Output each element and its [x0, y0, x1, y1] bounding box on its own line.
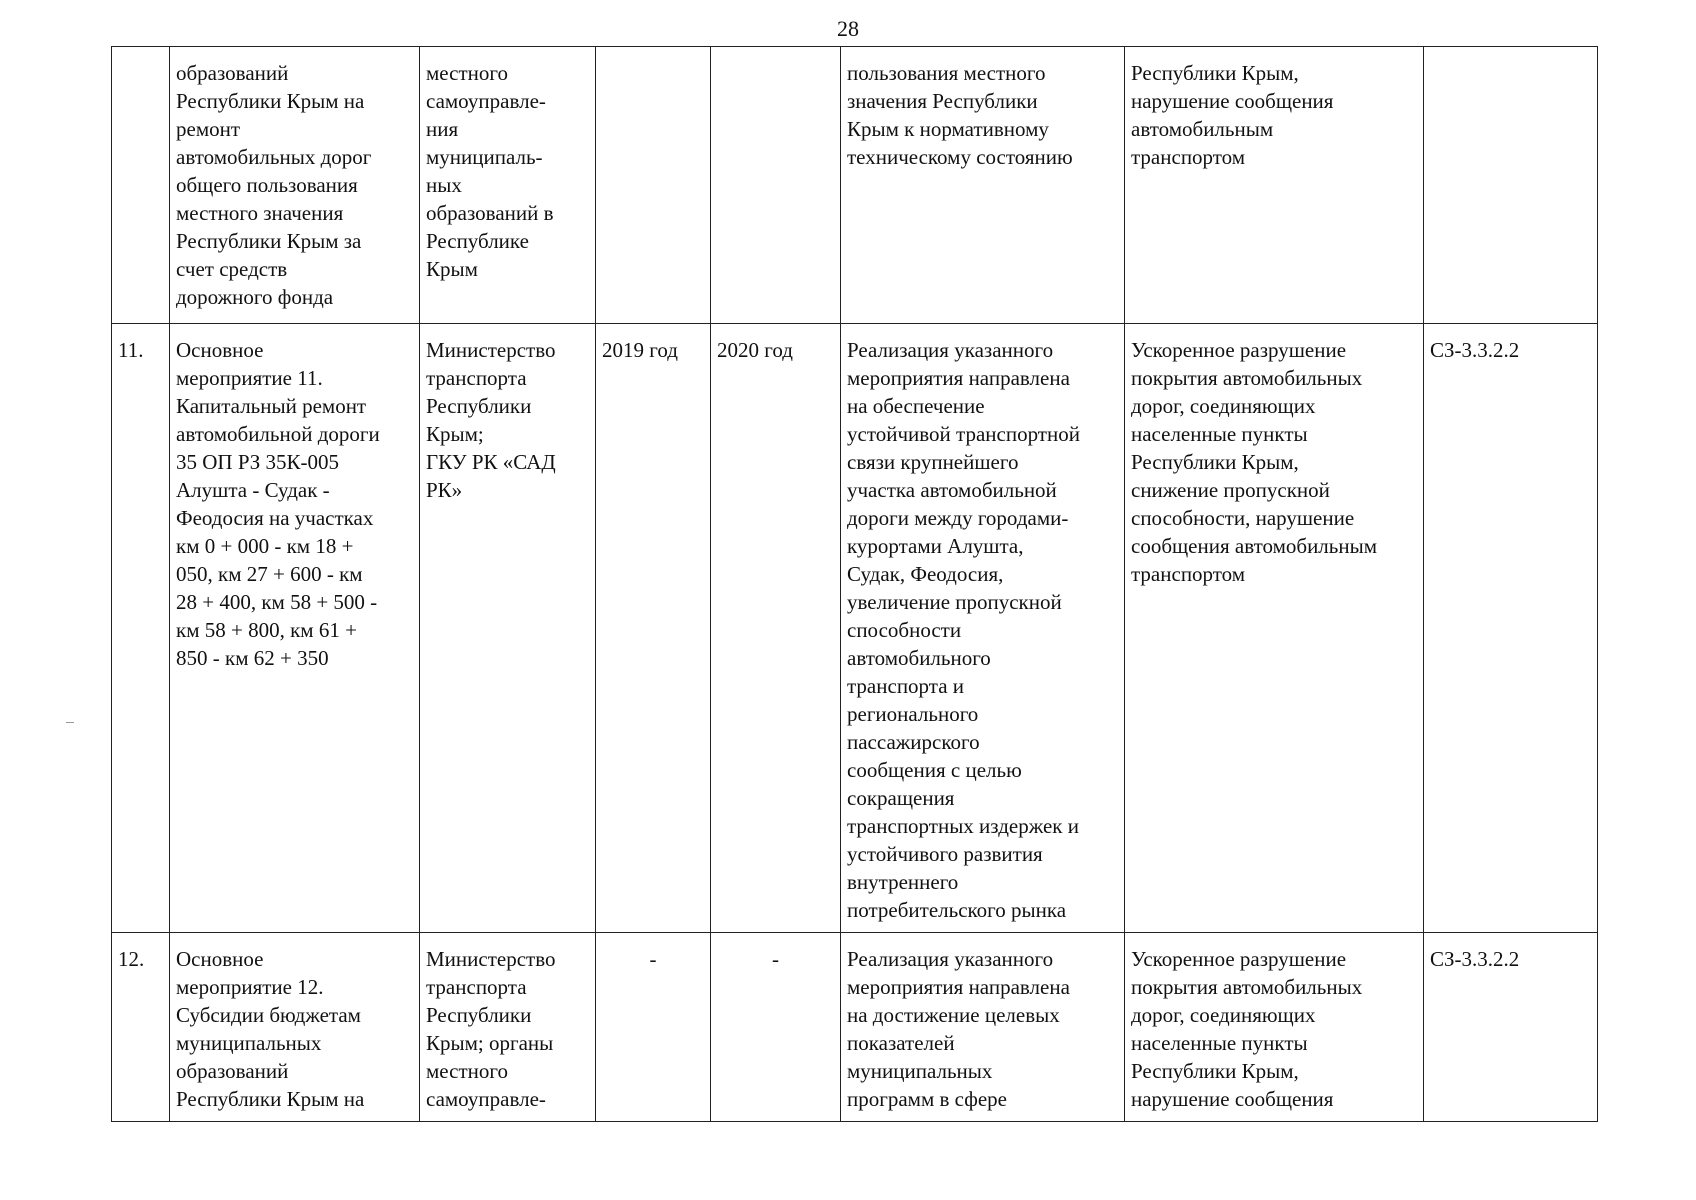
event-name: Основное мероприятие 11. Капитальный ремонт автомобильной дороги 35 ОП РЗ 35К-005 Алушта - Судак - Феодосия на участках км 0 + 000 - км 18 + 050, км 27 + 600 - км 28 + 400, км 58 + 500 - км 58 + 800, км 61 + 850 - км 62 + 350: [170, 324, 420, 933]
page-number: 28: [837, 16, 859, 41]
end-year: 2020 год: [711, 324, 841, 933]
executor: Министерство транспорта Республики Крым; органы местного самоуправле-: [420, 933, 596, 1122]
link-code: [1424, 47, 1598, 324]
table-row: [112, 933, 1598, 1122]
non-implementation-consequences: Ускоренное разрушение покрытия автомобильных дорог, соединяющих населенные пункты Республики Крым, снижение пропускной способности, нарушение сообщения автомобильным транспортом: [1125, 324, 1424, 933]
start-year: 2019 год: [596, 324, 711, 933]
table-row: [112, 324, 1598, 933]
measures-table: [111, 46, 1598, 1122]
start-year: -: [596, 933, 711, 1122]
event-name: Основное мероприятие 12. Субсидии бюджетам муниципальных образований Республики Крым на: [170, 933, 420, 1122]
expected-result: пользования местного значения Республики Крым к нормативному техническому состоянию: [841, 47, 1125, 324]
expected-result: Реализация указанного мероприятия направлена на обеспечение устойчивой транспортной связи крупнейшего участка автомобильной дороги между городами- курортами Алушта, Судак, Феодосия, увеличение пропускной способности автомобильного транспорта и регионального пассажирского сообщения с целью сокращения транспортных издержек и устойчивого развития внутреннего потребительского рынка: [841, 324, 1125, 933]
end-year: -: [711, 933, 841, 1122]
start-year: [596, 47, 711, 324]
table-row: [112, 47, 1598, 324]
executor: Министерство транспорта Республики Крым; ГКУ РК «САД РК»: [420, 324, 596, 933]
row-number: 11.: [112, 324, 170, 933]
event-name: образований Республики Крым на ремонт автомобильных дорог общего пользования местного значения Республики Крым за счет средств дорожного фонда: [170, 47, 420, 324]
executor: местного самоуправле- ния муниципаль- ных образований в Республике Крым: [420, 47, 596, 324]
link-code: СЗ-3.3.2.2: [1424, 933, 1598, 1122]
scan-mark: [66, 722, 74, 723]
non-implementation-consequences: Ускоренное разрушение покрытия автомобильных дорог, соединяющих населенные пункты Республики Крым, нарушение сообщения: [1125, 933, 1424, 1122]
end-year: [711, 47, 841, 324]
expected-result: Реализация указанного мероприятия направлена на достижение целевых показателей муниципальных программ в сфере: [841, 933, 1125, 1122]
link-code: СЗ-3.3.2.2: [1424, 324, 1598, 933]
row-number: [112, 47, 170, 324]
non-implementation-consequences: Республики Крым, нарушение сообщения автомобильным транспортом: [1125, 47, 1424, 324]
row-number: 12.: [112, 933, 170, 1122]
